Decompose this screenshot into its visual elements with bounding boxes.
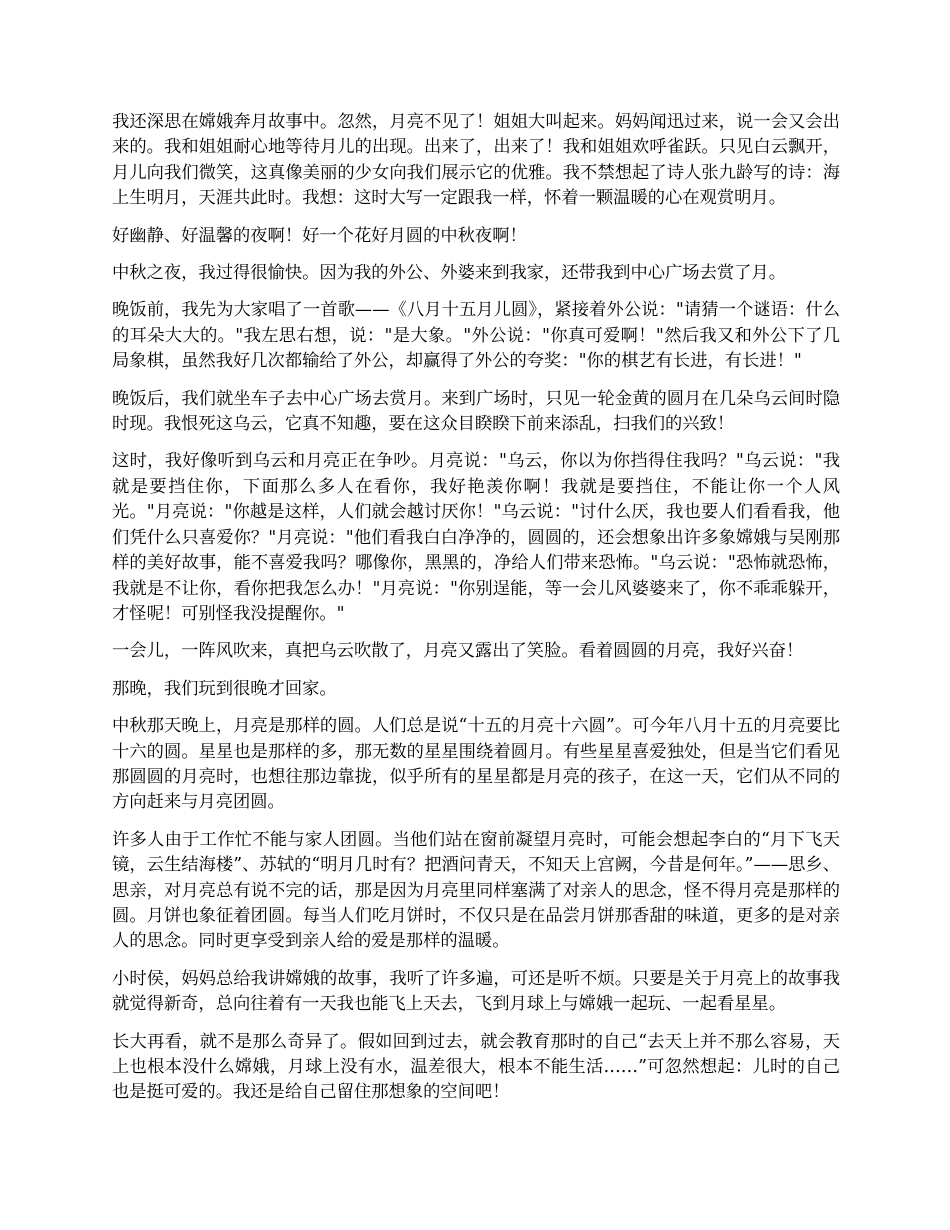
document-body [112, 110, 840, 1118]
paragraph: 那晚，我们玩到很晚才回家。 [112, 678, 337, 699]
paragraph: 中秋之夜，我过得很愉快。因为我的外公、外婆来到我家，还带我到中心广场去赏了月。 [112, 263, 786, 284]
paragraph: 好幽静、好温馨的夜啊！好一个花好月圆的中秋夜啊！ [112, 225, 527, 246]
paragraph: 晚饭后，我们就坐车子去中心广场去赏月。来到广场时，只见一轮金黄的圆月在几朵乌云间时隐时现。我恨死这乌云，它真不知趣，要在这众目睽睽下前来添乱，扫我们的兴致！ [112, 388, 840, 435]
paragraph: 长大再看，就不是那么奇异了。假如回到过去，就会教育那时的自己“去天上并不那么容易，天上也根本没什么嫦娥，月球上没有水，温差很大，根本不能生活……”可忽然想起：儿时的自己也是挺可爱的。我还是给自己留住那想象的空间吧！ [112, 1031, 840, 1103]
paragraph: 这时，我好像听到乌云和月亮正在争吵。月亮说："乌云，你以为你挡得住我吗？"乌云说："我就是要挡住你，下面那么多人在看你，我好艳羡你啊！我就是要挡住，不能让你一个人风光。"月亮说："你越是这样，人们就会越讨厌你！"乌云说："讨什么厌，我也要人们看看我，他们凭什么只喜爱你？"月亮说："他们看我白白净净的，圆圆的，还会想象出许多象嫦娥与吴刚那样的美好故事，能不喜爱我吗？哪像你，黑黑的，净给人们带来恐怖。"乌云说："恐怖就恐怖，我就是不让你，看你把我怎么办！"月亮说："你别逞能，等一会儿风婆婆来了，你不乖乖躲开，才怪呢！可别怪我没提醒你。" [112, 451, 840, 624]
paragraph: 小时侯，妈妈总给我讲嫦娥的故事，我听了许多遍，可还是听不烦。只要是关于月亮上的故事我就觉得新奇，总向往着有一天我也能飞上天去，飞到月球上与嫦娥一起玩、一起看星星。 [112, 968, 840, 1015]
paragraph: 许多人由于工作忙不能与家人团圆。当他们站在窗前凝望月亮时，可能会想起李白的“月下飞天镜，云生结海楼”、苏轼的“明月几时有？把酒问青天，不知天上宫阙，今昔是何年。”——思乡、思亲，对月亮总有说不完的话，那是因为月亮里同样塞满了对亲人的思念，怪不得月亮是那样的圆。月饼也象征着团圆。每当人们吃月饼时，不仅只是在品尝月饼那香甜的味道，更多的是对亲人的思念。同时更享受到亲人给的爱是那样的温暖。 [112, 829, 840, 952]
paragraph: 一会儿，一阵风吹来，真把乌云吹散了，月亮又露出了笑脸。看着圆圆的月亮，我好兴奋！ [112, 641, 804, 662]
paragraph: 我还深思在嫦娥奔月故事中。忽然，月亮不见了！姐姐大叫起来。妈妈闻迅过来，说一会又会出来的。我和姐姐耐心地等待月儿的出现。出来了，出来了！我和姐姐欢呼雀跃。只见白云飘开，月儿向我们微笑，这真像美丽的少女向我们展示它的优雅。我不禁想起了诗人张九龄写的诗：海上生明月，天涯共此时。我想：这时大写一定跟我一样，怀着一颗温暖的心在观赏明月。 [112, 112, 840, 209]
paragraph: 中秋那天晚上，月亮是那样的圆。人们总是说“十五的月亮十六圆”。可今年八月十五的月亮要比十六的圆。星星也是那样的多，那无数的星星围绕着圆月。有些星星喜爱独处，但是当它们看见那圆圆的月亮时，也想往那边靠拢，似乎所有的星星都是月亮的孩子，在这一天，它们从不同的方向赶来与月亮团圆。 [112, 716, 840, 813]
paragraph: 晚饭前，我先为大家唱了一首歌——《八月十五月儿圆》，紧接着外公说："请猜一个谜语：什么的耳朵大大的。"我左思右想，说："是大象。"外公说："你真可爱啊！"然后我又和外公下了几局象棋，虽然我好几次都输给了外公，却赢得了外公的夸奖："你的棋艺有长进，有长进！" [112, 300, 840, 372]
